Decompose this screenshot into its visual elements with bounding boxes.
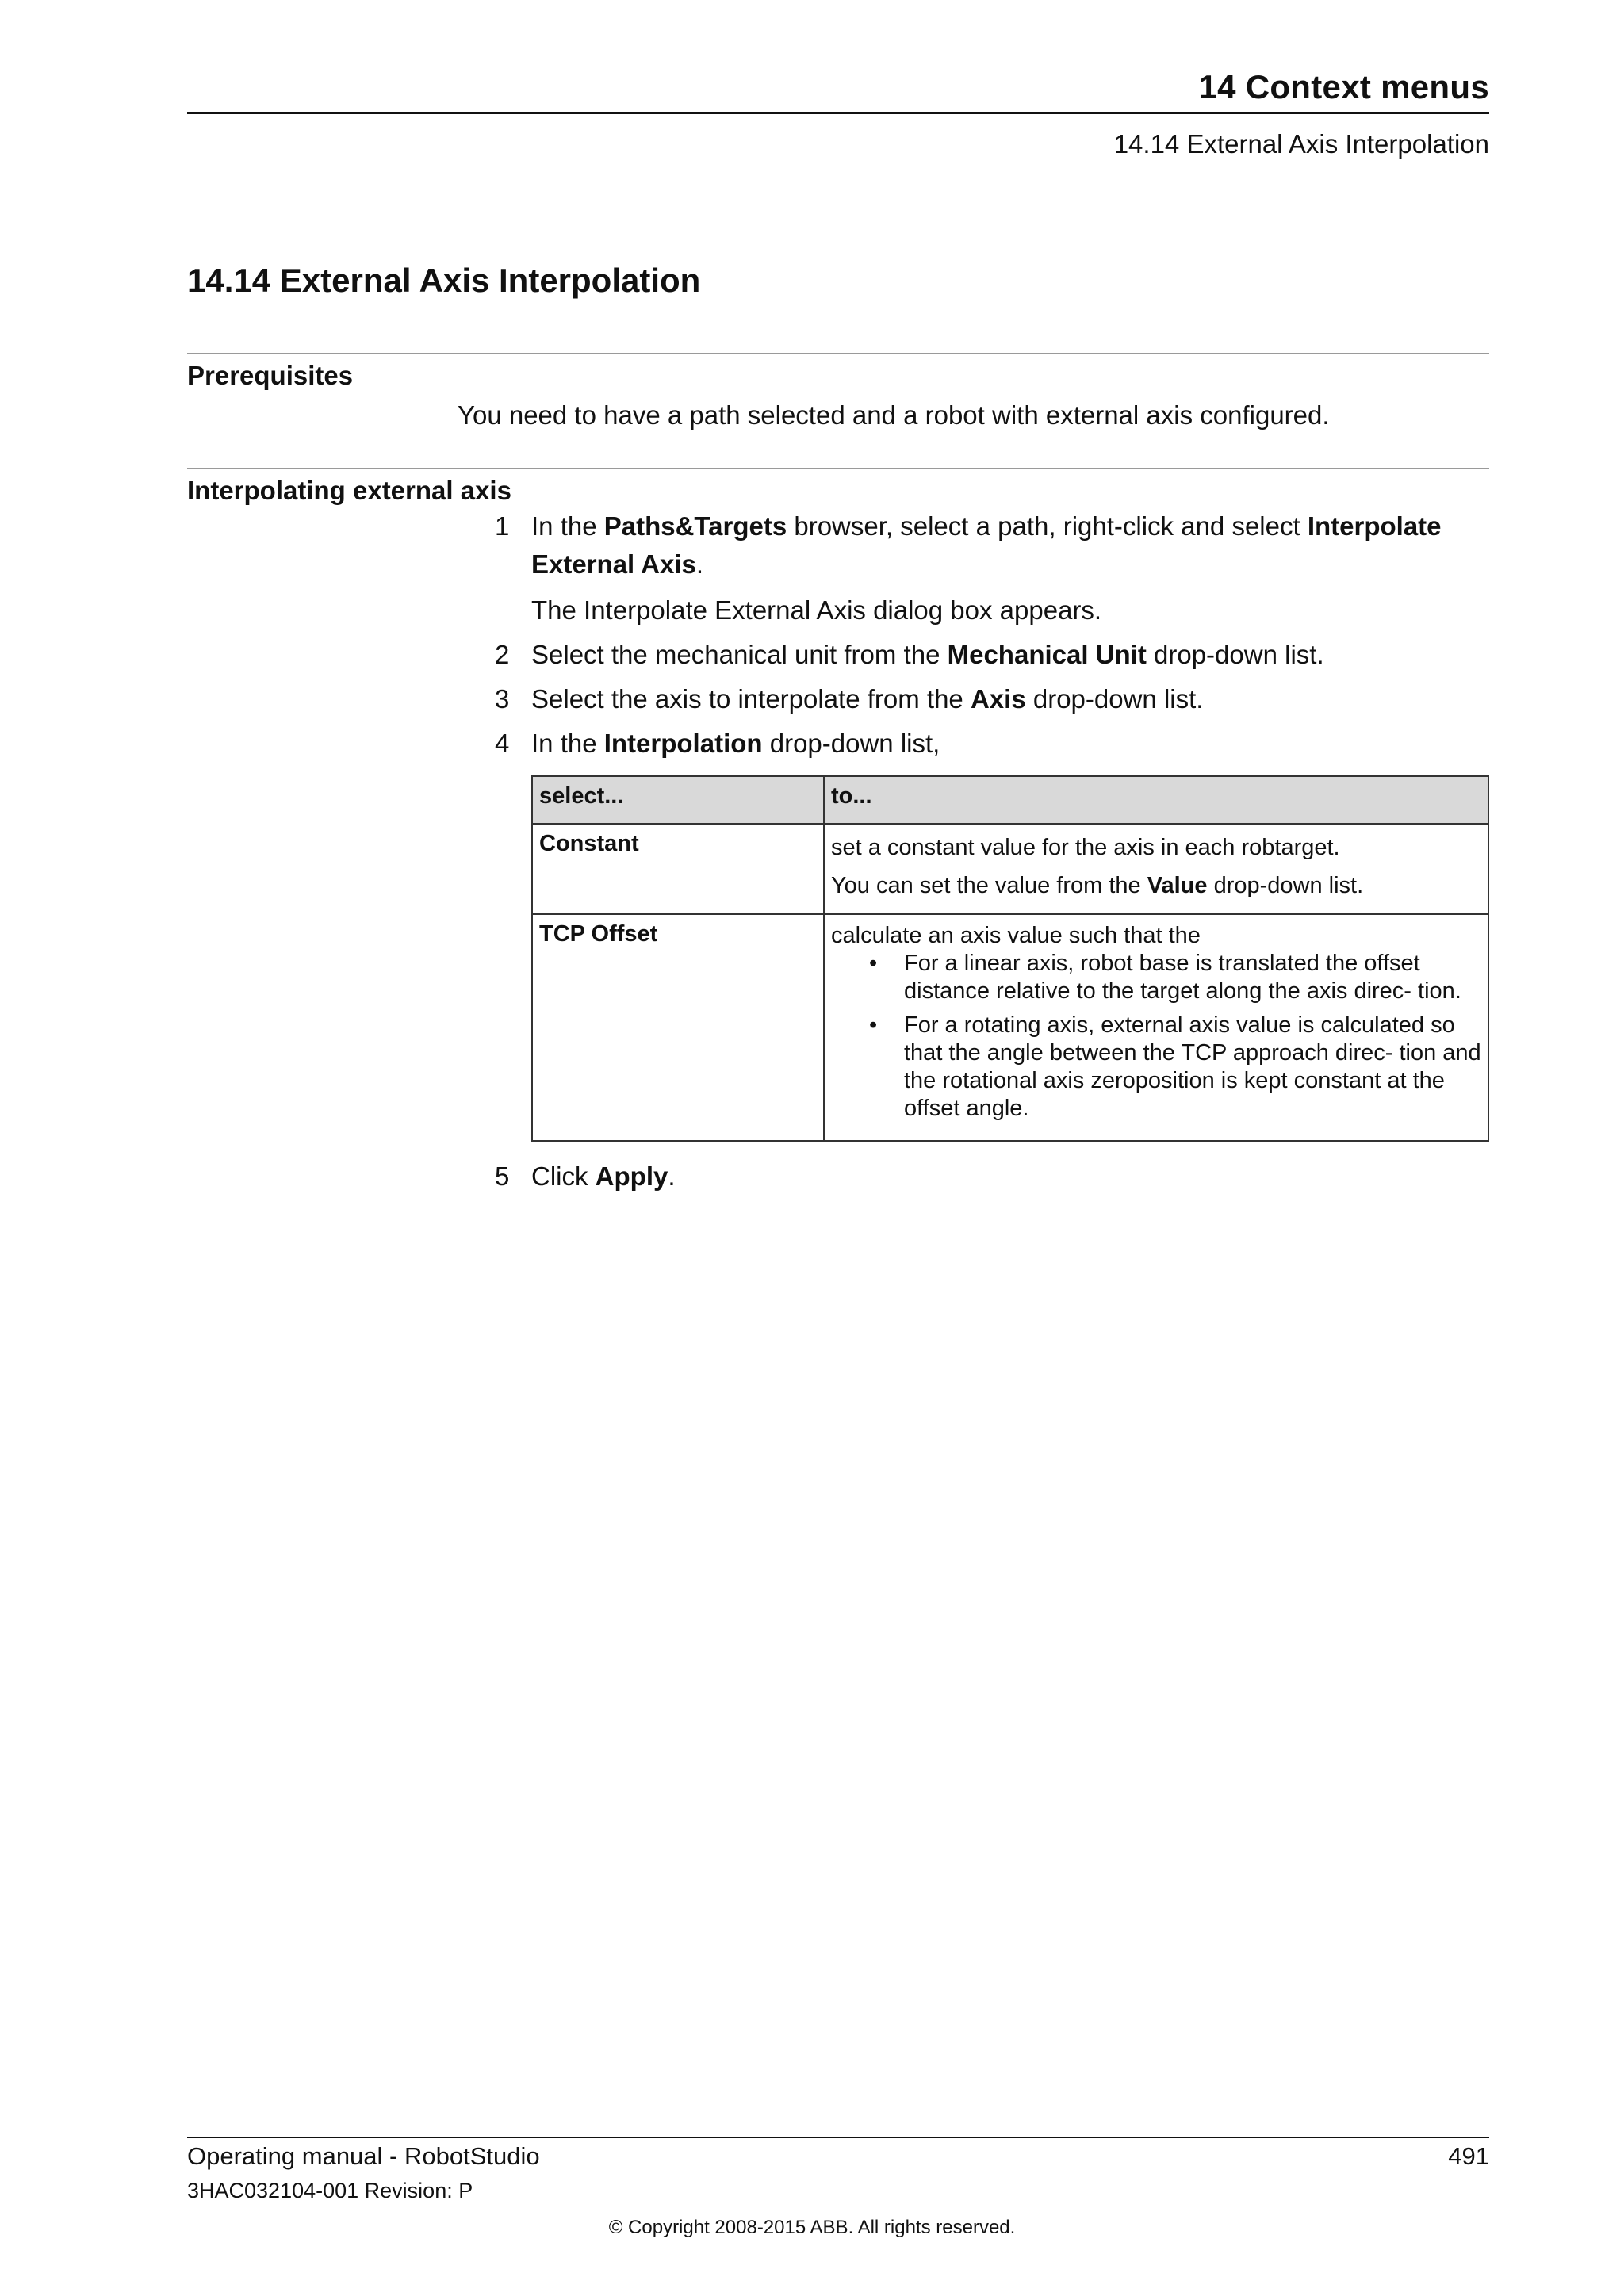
step-text: In the: [531, 511, 604, 541]
ui-term: Interpolate External Axis: [531, 511, 1442, 579]
column-header-select: select...: [532, 776, 824, 824]
ui-term: Paths&Targets: [603, 511, 787, 541]
step-text: drop-down list.: [1146, 640, 1324, 669]
step-text: Select the mechanical unit from the: [531, 640, 948, 669]
chapter-heading: 14 Context menus: [1198, 68, 1489, 105]
step-text: Click: [531, 1161, 596, 1191]
description-text: calculate an axis value such that the: [831, 923, 1201, 948]
option-description: [824, 824, 1488, 914]
step-text: .: [668, 1161, 676, 1191]
ui-term: Axis: [970, 684, 1026, 714]
interpolating-label: Interpolating external axis: [187, 476, 511, 505]
step-number: 3: [495, 684, 510, 714]
ui-term: Mechanical Unit: [947, 640, 1147, 669]
step-result: The Interpolate External Axis dialog box appears.: [531, 595, 1102, 625]
interpolation-options-table: [531, 775, 1489, 1142]
step-text: Select the axis to interpolate from the: [531, 684, 971, 714]
step-text: browser, select a path, right-click and select: [787, 511, 1308, 541]
prerequisites-text: You need to have a path selected and a robot with external axis configured.: [458, 400, 1330, 430]
option-description: [824, 914, 1488, 1141]
interpolation-options-table-wrapper: [531, 775, 1489, 1142]
step-number: 2: [495, 640, 510, 669]
step-list: [487, 507, 1489, 1202]
header-rule: [187, 112, 1489, 114]
ui-term: Interpolation: [603, 729, 763, 758]
bullet-icon: •: [869, 951, 878, 976]
step-4: [487, 725, 1489, 763]
ui-term: Apply: [595, 1161, 668, 1191]
option-name: Constant: [532, 824, 824, 914]
step-5: [487, 1158, 1489, 1196]
step-number: 1: [495, 511, 510, 541]
step-number: 5: [495, 1161, 510, 1191]
bullet-icon: •: [869, 1012, 878, 1038]
description-fragment: You can set the value from the: [831, 873, 1147, 898]
description-fragment: drop-down list.: [1207, 873, 1364, 898]
list-item-text: For a linear axis, robot base is translated the offset distance relative to the target along the axis direc- tion.: [904, 951, 1461, 1004]
step-text: In the: [531, 729, 604, 758]
column-header-to: to...: [824, 776, 1488, 824]
page-number: 491: [1448, 2142, 1489, 2170]
ui-term: Value: [1147, 873, 1208, 898]
step-number: 4: [495, 729, 510, 758]
step-text: drop-down list.: [1025, 684, 1204, 714]
step-2: [487, 636, 1489, 674]
step-text: drop-down list,: [762, 729, 940, 758]
footer-manual-title: Operating manual - RobotStudio: [187, 2142, 540, 2170]
footer-copyright: © Copyright 2008-2015 ABB. All rights reserved.: [608, 2217, 1016, 2238]
table-header-row: [532, 776, 1488, 824]
list-item: [831, 950, 1481, 1005]
option-name: TCP Offset: [532, 914, 824, 1141]
description-text: set a constant value for the axis in each robtarget.: [831, 835, 1340, 860]
section-divider: [187, 353, 1489, 354]
page-title: 14.14 External Axis Interpolation: [187, 262, 701, 299]
table-row: [532, 824, 1488, 914]
list-item: [831, 1012, 1481, 1123]
section-heading: 14.14 External Axis Interpolation: [1113, 129, 1489, 159]
section-divider: [187, 468, 1489, 469]
prerequisites-label: Prerequisites: [187, 361, 354, 390]
table-row: [532, 914, 1488, 1141]
footer-document-id: 3HAC032104-001 Revision: P: [187, 2179, 473, 2202]
step-text: .: [695, 549, 704, 579]
description-text: [831, 869, 1481, 902]
step-1: [487, 507, 1489, 629]
footer-rule: [187, 2137, 1489, 2138]
step-3: [487, 680, 1489, 718]
bullet-list: [831, 950, 1481, 1134]
list-item-text: For a rotating axis, external axis value is calculated so that the angle between the TCP approach direc- tion and the rotational axis zeroposition is kept constant at the offset angle.: [904, 1012, 1481, 1121]
